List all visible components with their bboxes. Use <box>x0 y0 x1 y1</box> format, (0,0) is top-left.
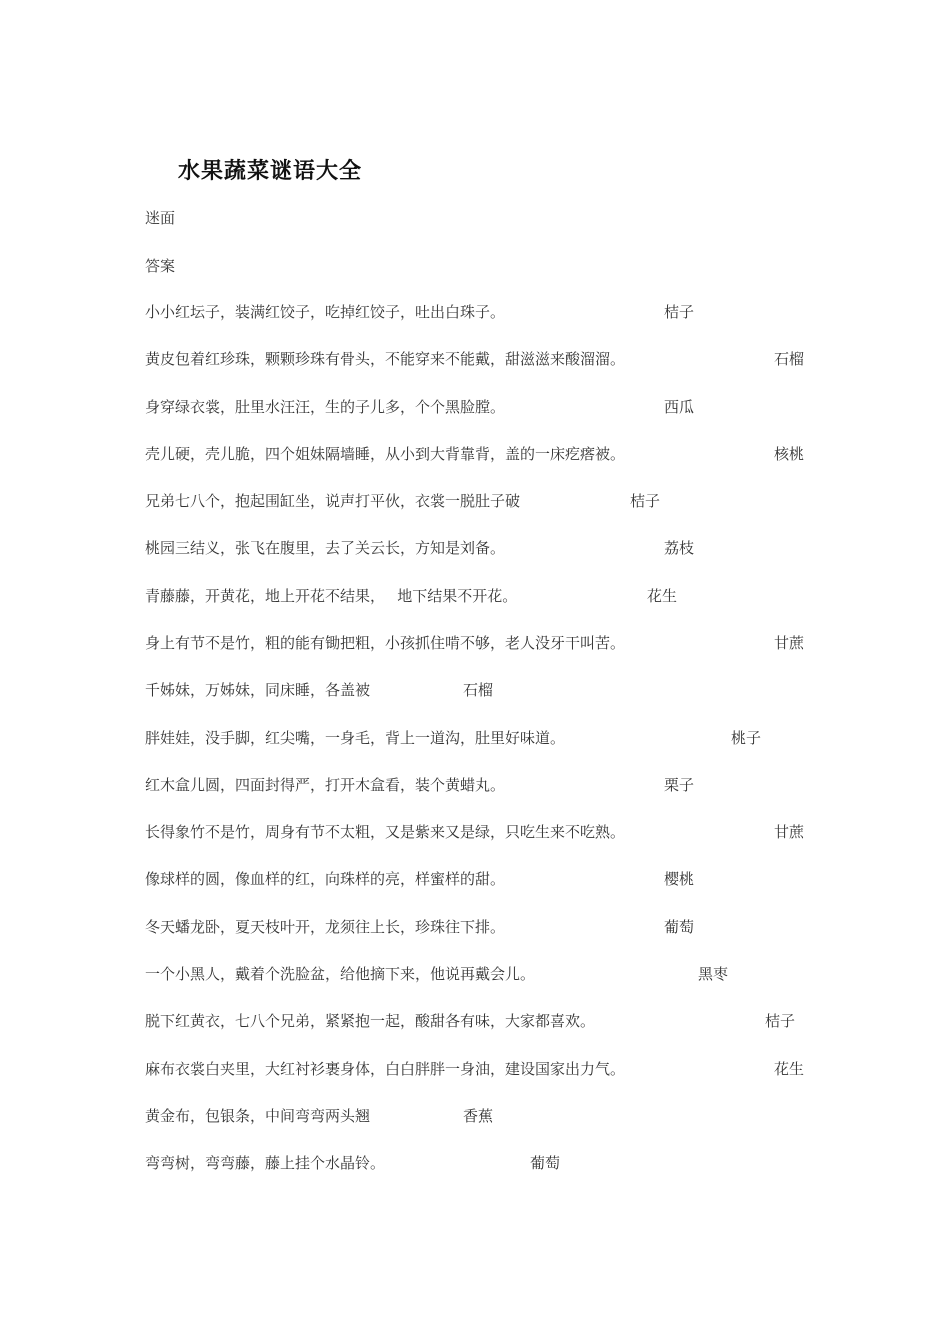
riddle-column-header: 迷面 <box>145 209 176 227</box>
riddle-text: 红木盒儿圆，四面封得严，打开木盒看，装个黄蜡丸。 <box>145 776 506 794</box>
riddle-row <box>145 537 845 559</box>
riddle-text: 壳儿硬，壳儿脆，四个姐妹隔墙睡，从小到大背靠背，盖的一床疙瘩被。 <box>145 445 626 463</box>
riddle-text: 身穿绿衣裳，肚里水汪汪，生的子儿多，个个黑脸膛。 <box>145 398 506 416</box>
riddle-row <box>145 868 845 890</box>
riddle-answer: 花生 <box>647 587 678 605</box>
riddle-text: 千姊妹，万姊妹，同床睡，各盖被 <box>145 681 371 699</box>
riddle-text: 冬天蟠龙卧，夏天枝叶开，龙须往上长，珍珠往下排。 <box>145 918 506 936</box>
riddle-row <box>145 1058 845 1080</box>
riddle-text: 像球样的圆，像血样的红，向珠样的亮，样蜜样的甜。 <box>145 870 506 888</box>
riddle-row <box>145 585 845 607</box>
riddle-answer: 荔枝 <box>664 539 695 557</box>
riddle-text: 青藤藤，开黄花，地上开花不结果， 地下结果不开花。 <box>145 587 518 605</box>
riddle-row <box>145 1010 845 1032</box>
riddle-answer: 甘蔗 <box>774 823 805 841</box>
riddle-row <box>145 679 845 701</box>
riddle-row <box>145 348 845 370</box>
riddle-text: 黄皮包着红珍珠，颗颗珍珠有骨头，不能穿来不能戴，甜滋滋来酸溜溜。 <box>145 350 626 368</box>
riddle-answer: 西瓜 <box>664 398 695 416</box>
riddle-row <box>145 443 845 465</box>
riddle-row <box>145 396 845 418</box>
riddle-row <box>145 963 845 985</box>
riddle-text: 弯弯树，弯弯藤，藤上挂个水晶铃。 <box>145 1154 386 1172</box>
riddle-row <box>145 490 845 512</box>
riddle-text: 兄弟七八个，抱起围缸坐，说声打平伙，衣裳一脱肚子破 <box>145 492 521 510</box>
riddle-answer: 葡萄 <box>664 918 695 936</box>
riddle-row <box>145 727 845 749</box>
riddle-answer: 葡萄 <box>530 1154 561 1172</box>
riddle-answer: 石榴 <box>463 681 494 699</box>
page-title: 水果蔬菜谜语大全 <box>178 158 363 184</box>
riddle-text: 麻布衣裳白夹里，大红衬衫裹身体，白白胖胖一身油，建设国家出力气。 <box>145 1060 626 1078</box>
riddle-answer: 花生 <box>774 1060 805 1078</box>
riddle-answer: 石榴 <box>774 350 805 368</box>
riddle-row <box>145 774 845 796</box>
riddle-row <box>145 821 845 843</box>
riddle-row <box>145 1105 845 1127</box>
riddle-text: 小小红坛子，装满红饺子，吃掉红饺子，吐出白珠子。 <box>145 303 506 321</box>
riddle-answer: 栗子 <box>664 776 695 794</box>
riddle-answer: 桃子 <box>731 729 762 747</box>
riddle-text: 一个小黑人，戴着个洗脸盆，给他摘下来，他说再戴会儿。 <box>145 965 536 983</box>
riddle-text: 脱下红黄衣，七八个兄弟，紧紧抱一起，酸甜各有味，大家都喜欢。 <box>145 1012 596 1030</box>
riddle-row <box>145 301 845 323</box>
riddle-text: 桃园三结义，张飞在腹里，去了关云长，方知是刘备。 <box>145 539 506 557</box>
riddle-answer: 核桃 <box>774 445 805 463</box>
riddle-answer: 黑枣 <box>698 965 729 983</box>
riddle-row <box>145 1152 845 1174</box>
riddle-text: 胖娃娃，没手脚，红尖嘴，一身毛，背上一道沟，肚里好味道。 <box>145 729 566 747</box>
riddle-answer: 桔子 <box>630 492 661 510</box>
riddle-answer: 甘蔗 <box>774 634 805 652</box>
riddle-answer: 樱桃 <box>664 870 695 888</box>
riddle-row <box>145 916 845 938</box>
answer-column-header: 答案 <box>145 257 176 275</box>
riddle-answer: 桔子 <box>664 303 695 321</box>
riddle-text: 黄金布，包银条，中间弯弯两头翘 <box>145 1107 371 1125</box>
riddle-text: 长得象竹不是竹，周身有节不太粗，又是紫来又是绿，只吃生来不吃熟。 <box>145 823 626 841</box>
riddle-answer: 香蕉 <box>463 1107 494 1125</box>
riddle-text: 身上有节不是竹，粗的能有锄把粗，小孩抓住啃不够，老人没牙干叫苦。 <box>145 634 626 652</box>
riddle-row <box>145 632 845 654</box>
riddle-answer: 桔子 <box>765 1012 796 1030</box>
